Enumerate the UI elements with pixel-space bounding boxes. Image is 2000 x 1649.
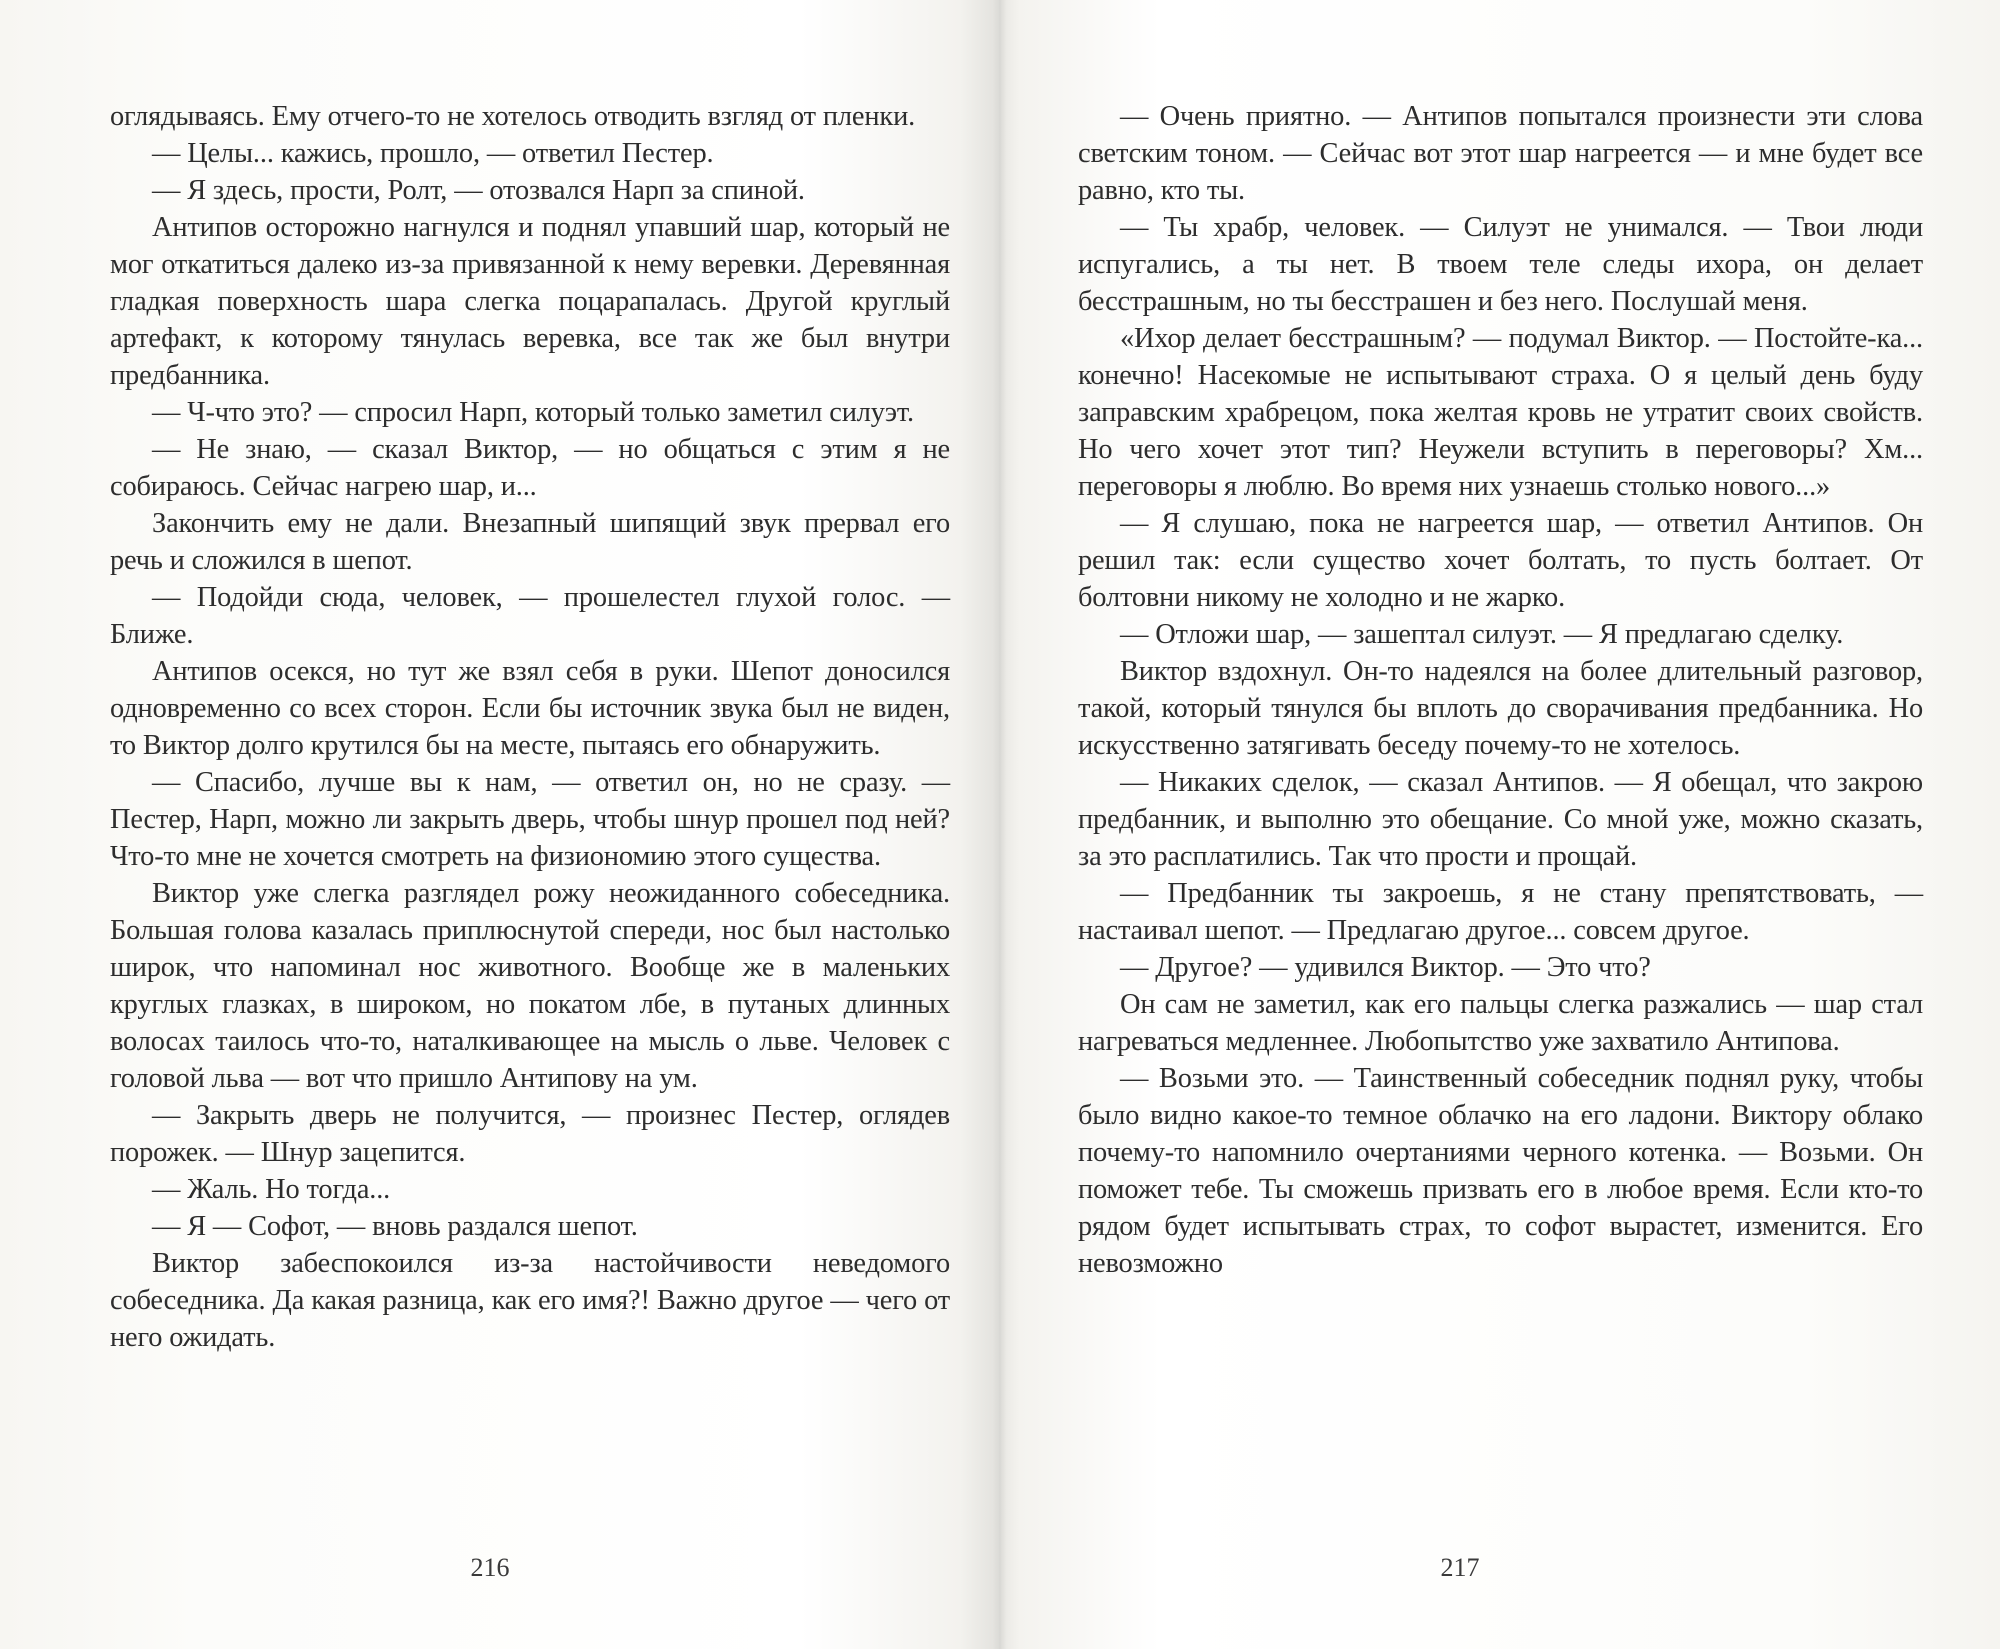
paragraph: Он сам не заметил, как его пальцы слегка разжались — шар стал нагреваться медленнее. Любопытство уже захватило Антипова. (1078, 989, 1923, 1057)
paragraph: — Я здесь, прости, Ролт, — отозвался Нарп за спиной. (152, 175, 805, 206)
paragraph: Антипов осекся, но тут же взял себя в руки. Шепот доносился одновременно со всех сторон. Если бы источник звука был не виден, то Виктор долго крутился бы на месте, пытаясь его обнаружить. (110, 656, 950, 761)
paragraph: — Отложи шар, — зашептал силуэт. — Я предлагаю сделку. (1120, 619, 1844, 650)
paragraph: — Другое? — удивился Виктор. — Это что? (1120, 952, 1651, 983)
paragraph: — Я слушаю, пока не нагреется шар, — ответил Антипов. Он решил так: если существо хочет болтать, то пусть болтает. От болтовни никому не холодно и не жарко. (1078, 508, 1923, 613)
paragraph: Закончить ему не дали. Внезапный шипящий звук прервал его речь и сложился в шепот. (110, 508, 950, 576)
paragraph: — Спасибо, лучше вы к нам, — ответил он, но не сразу. — Пестер, Нарп, можно ли закрыть дверь, чтобы шнур прошел под ней? Что-то мне не хочется смотреть на физиономию этого существа. (110, 767, 950, 872)
paragraph: — Я — Софот, — вновь раздался шепот. (152, 1211, 638, 1242)
paragraph: — Никаких сделок, — сказал Антипов. — Я обещал, что закрою предбанник, и выполню это обещание. Со мной уже, можно сказать, за это расплатились. Так что прости и прощай. (1078, 767, 1923, 872)
paragraph: Виктор уже слегка разглядел рожу неожиданного собеседника. Большая голова казалась приплюснутой спереди, нос был настолько широк, что напоминал нос животного. Вообще же в маленьких круглых глазках, в широком, но покатом лбе, в путаных длинных волосах таилось что-то, наталкивающее на мысль о льве. Человек с головой льва — вот что пришло Антипову на ум. (110, 878, 950, 1094)
paragraph: Антипов осторожно нагнулся и поднял упавший шар, который не мог откатиться далеко из-за привязанной к нему веревки. Деревянная гладкая поверхность шара слегка поцарапалась. Другой круглый артефакт, к которому тянулась веревка, все так же был внутри предбанника. (110, 212, 950, 391)
paragraph: Виктор забеспокоился из-за настойчивости неведомого собеседника. Да какая разница, как его имя?! Важно другое — чего от него ожидать. (110, 1248, 950, 1353)
right-page-text (1078, 98, 1923, 1282)
right-page-number: 217 (1440, 1553, 1480, 1582)
paragraph: — Подойди сюда, человек, — прошелестел глухой голос. — Ближе. (110, 582, 950, 650)
left-page (0, 0, 990, 1649)
paragraph: — Закрыть дверь не получится, — произнес Пестер, оглядев порожек. — Шнур зацепится. (110, 1100, 950, 1168)
left-page-number: 216 (470, 1553, 510, 1582)
paragraph: Виктор вздохнул. Он-то надеялся на более длительный разговор, такой, который тянулся бы вплоть до сворачивания предбанника. Но искусственно затягивать беседу почему-то не хотелось. (1078, 656, 1923, 761)
paragraph: — Не знаю, — сказал Виктор, — но общаться с этим я не собираюсь. Сейчас нагрею шар, и... (110, 434, 950, 502)
right-page (1010, 0, 2000, 1649)
paragraph: оглядываясь. Ему отчего-то не хотелось отводить взгляд от пленки. (110, 101, 916, 132)
paragraph: — Ты храбр, человек. — Силуэт не унимался. — Твои люди испугались, а ты нет. В твоем теле следы ихора, он делает бесстрашным, но ты бесстрашен и без него. Послушай меня. (1078, 212, 1923, 317)
paragraph: — Целы... кажись, прошло, — ответил Пестер. (152, 138, 714, 169)
paragraph: «Ихор делает бесстрашным? — подумал Виктор. — Постойте-ка... конечно! Насекомые не испытывают страха. О я целый день буду заправским храбрецом, пока желтая кровь не утратит своих свойств. Но чего хочет этот тип? Неужели вступить в переговоры? Хм... переговоры я люблю. Во время них узнаешь столько нового...» (1078, 323, 1923, 502)
paragraph: — Предбанник ты закроешь, я не стану препятствовать, — настаивал шепот. — Предлагаю другое... совсем другое. (1078, 878, 1923, 946)
paragraph: — Ч-что это? — спросил Нарп, который только заметил силуэт. (152, 397, 914, 428)
book-gutter (993, 0, 1007, 1649)
paragraph: — Очень приятно. — Антипов попытался произнести эти слова светским тоном. — Сейчас вот этот шар нагреется — и мне будет все равно, кто ты. (1078, 101, 1923, 206)
paragraph: — Жаль. Но тогда... (152, 1174, 391, 1205)
left-page-text (110, 98, 950, 1356)
paragraph: — Возьми это. — Таинственный собеседник поднял руку, чтобы было видно какое-то темное облачко на его ладони. Виктору облако почему-то напомнило очертаниями черного котенка. — Возьми. Он поможет тебе. Ты сможешь призвать его в любое время. Если кто-то рядом будет испытывать страх, то софот вырастет, изменится. Его невозможно (1078, 1063, 1923, 1279)
